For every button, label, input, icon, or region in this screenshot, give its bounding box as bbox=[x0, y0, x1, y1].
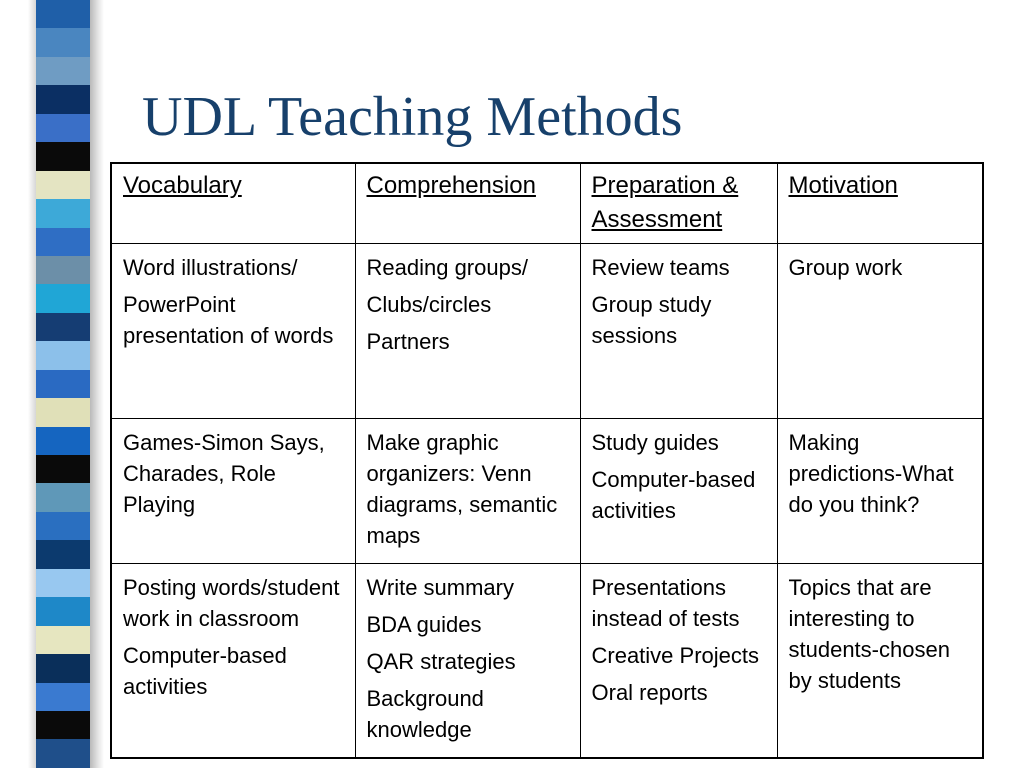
table-header-row bbox=[111, 163, 983, 244]
cell-line: Reading groups/ bbox=[366, 255, 528, 280]
cell-line: Background knowledge bbox=[366, 686, 484, 742]
stripe-band bbox=[36, 228, 90, 256]
stripe-band bbox=[36, 0, 90, 28]
stripe-shadow-left bbox=[28, 0, 36, 768]
cell-line: Creative Projects bbox=[591, 643, 760, 668]
cell-line: Study guides bbox=[591, 430, 719, 455]
cell-line: Computer-based activities bbox=[123, 643, 287, 699]
table-cell bbox=[111, 419, 355, 564]
cell-line: Group study sessions bbox=[591, 292, 712, 348]
stripe-band bbox=[36, 199, 90, 227]
stripe-band bbox=[36, 171, 90, 199]
table-cell bbox=[111, 564, 355, 759]
slide-title: UDL Teaching Methods bbox=[142, 86, 683, 148]
cell-line: PowerPoint presentation of words bbox=[123, 292, 334, 348]
header-preparation-assessment: Preparation & Assessment bbox=[580, 163, 777, 244]
cell-line: Word illustrations/ bbox=[123, 255, 298, 280]
stripe-band bbox=[36, 313, 90, 341]
stripe-band bbox=[36, 739, 90, 767]
stripe-band bbox=[36, 683, 90, 711]
decorative-stripe bbox=[36, 0, 90, 768]
table-cell bbox=[777, 244, 983, 419]
stripe-band bbox=[36, 114, 90, 142]
table-cell bbox=[580, 419, 777, 564]
stripe-band bbox=[36, 654, 90, 682]
table-cell bbox=[111, 244, 355, 419]
table-cell bbox=[355, 564, 580, 759]
stripe-band bbox=[36, 256, 90, 284]
table-cell bbox=[777, 419, 983, 564]
table-cell bbox=[777, 564, 983, 759]
cell-line: Computer-based activities bbox=[591, 467, 756, 523]
cell-line: Clubs/circles bbox=[366, 292, 492, 317]
stripe-band bbox=[36, 142, 90, 170]
table-cell bbox=[355, 419, 580, 564]
stripe-band bbox=[36, 569, 90, 597]
cell-line: Topics that are interesting to students-chosen by students bbox=[788, 575, 950, 693]
stripe-band bbox=[36, 483, 90, 511]
table-row bbox=[111, 419, 983, 564]
cell-line: Presentations instead of tests bbox=[591, 575, 740, 631]
table-row bbox=[111, 564, 983, 759]
table-row bbox=[111, 244, 983, 419]
stripe-band bbox=[36, 398, 90, 426]
stripe-band bbox=[36, 455, 90, 483]
stripe-band bbox=[36, 341, 90, 369]
cell-line: Make graphic organizers: Venn diagrams, semantic maps bbox=[366, 430, 558, 548]
table-cell bbox=[580, 564, 777, 759]
header-motivation: Motivation bbox=[777, 163, 983, 244]
stripe-band bbox=[36, 284, 90, 312]
cell-line: QAR strategies bbox=[366, 649, 516, 674]
cell-line: Games-Simon Says, Charades, Role Playing bbox=[123, 430, 325, 517]
cell-line: Review teams bbox=[591, 255, 730, 280]
stripe-band bbox=[36, 85, 90, 113]
header-vocabulary: Vocabulary bbox=[111, 163, 355, 244]
cell-line: Partners bbox=[366, 329, 450, 354]
cell-line: Posting words/student work in classroom bbox=[123, 575, 340, 631]
stripe-band bbox=[36, 540, 90, 568]
cell-line: Write summary bbox=[366, 575, 514, 600]
stripe-band bbox=[36, 597, 90, 625]
stripe-band bbox=[36, 512, 90, 540]
stripe-band bbox=[36, 370, 90, 398]
header-comprehension: Comprehension bbox=[355, 163, 580, 244]
cell-line: BDA guides bbox=[366, 612, 482, 637]
cell-line: Group work bbox=[788, 255, 903, 280]
cell-line: Oral reports bbox=[591, 680, 708, 705]
cell-line: Making predictions-What do you think? bbox=[788, 430, 954, 517]
methods-table bbox=[110, 162, 984, 759]
stripe-band bbox=[36, 711, 90, 739]
stripe-band bbox=[36, 626, 90, 654]
table-cell bbox=[355, 244, 580, 419]
stripe-band bbox=[36, 28, 90, 56]
stripe-band bbox=[36, 57, 90, 85]
stripe-shadow bbox=[90, 0, 104, 768]
stripe-band bbox=[36, 427, 90, 455]
table-cell bbox=[580, 244, 777, 419]
